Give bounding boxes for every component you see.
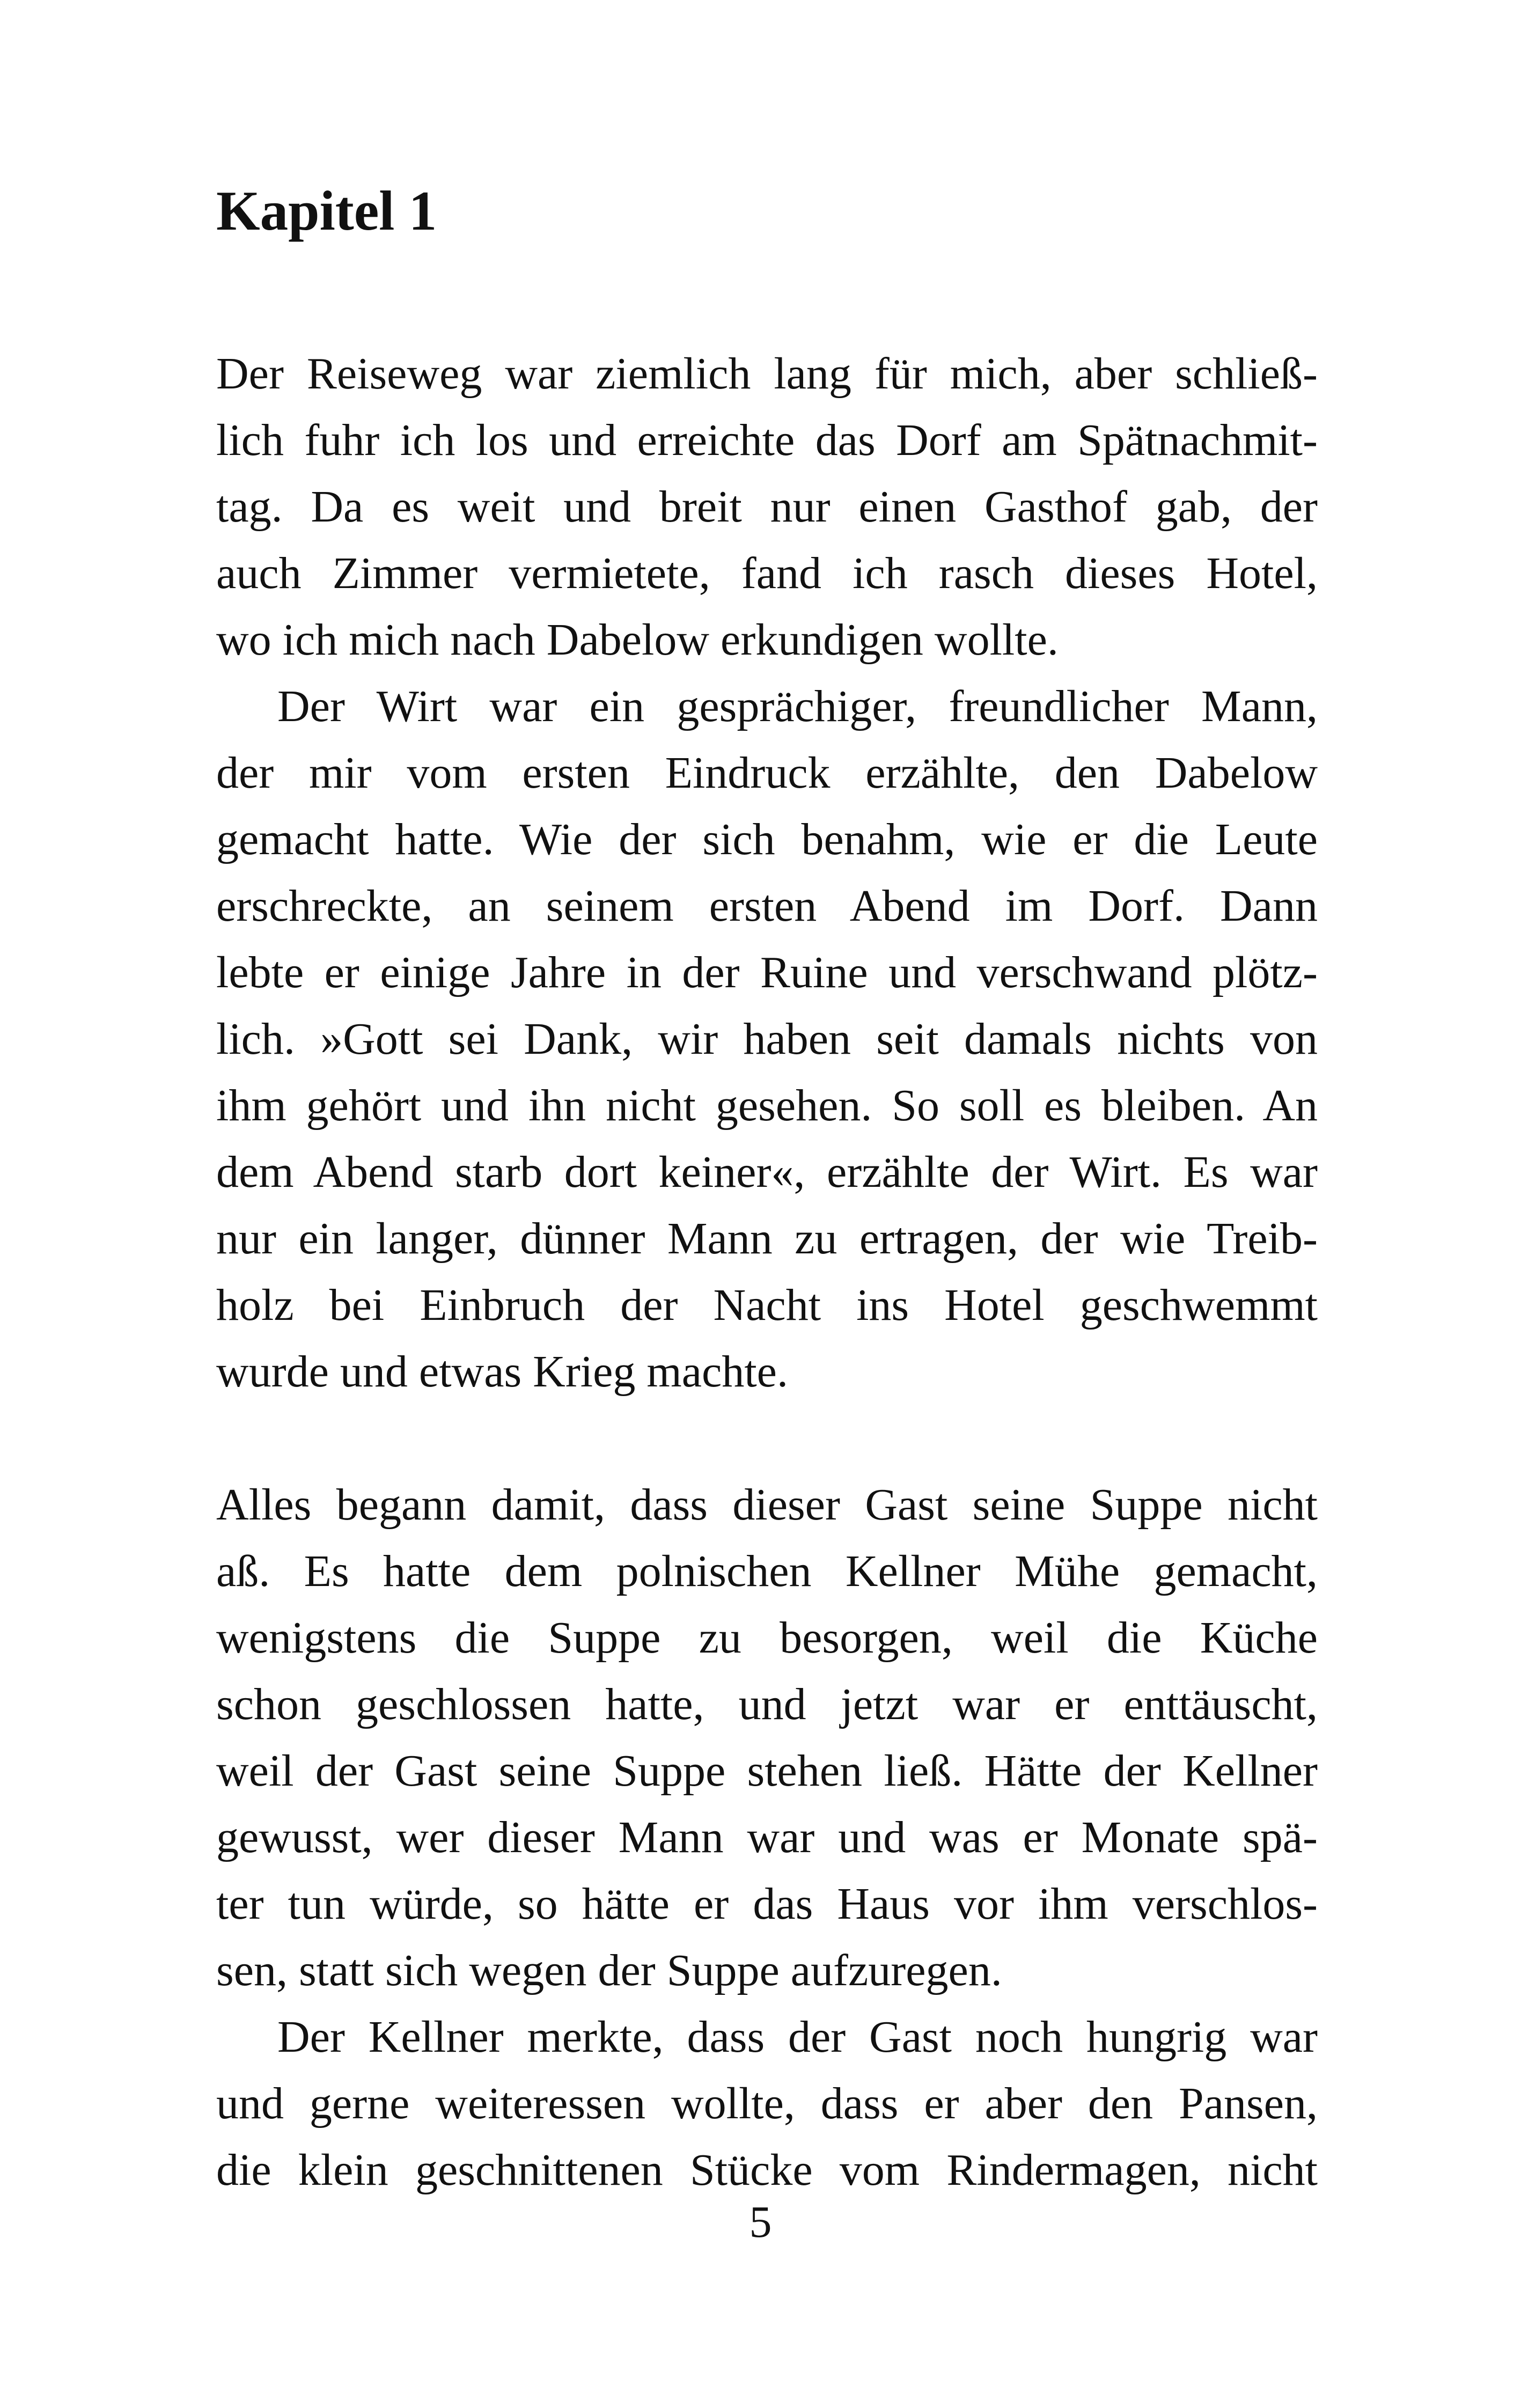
text-line: wenigstens die Suppe zu besorgen, weil die Küche xyxy=(216,1613,1318,1663)
text-line: sen, statt sich wegen der Suppe aufzuregen. xyxy=(216,1946,1002,1995)
text-line: ter tun würde, so hätte er das Haus vor ihm verschlos- xyxy=(216,1879,1318,1929)
text-line: und gerne weiteressen wollte, dass er aber den Pansen, xyxy=(216,2079,1318,2128)
text-line: lich. »Gott sei Dank, wir haben seit damals nichts von xyxy=(216,1014,1318,1064)
text-line: aß. Es hatte dem polnischen Kellner Mühe gemacht, xyxy=(216,1546,1318,1596)
text-line: wo ich mich nach Dabelow erkundigen wollte. xyxy=(216,615,1059,665)
section-break xyxy=(216,1405,1318,1472)
page-number: 5 xyxy=(749,2197,772,2247)
text-line: Der Wirt war ein gesprächiger, freundlicher Mann, xyxy=(277,681,1318,731)
text-line: holz bei Einbruch der Nacht ins Hotel geschwemmt xyxy=(216,1280,1318,1330)
text-line: der mir vom ersten Eindruck erzählte, den Dabelow xyxy=(216,748,1318,798)
paragraph xyxy=(216,1472,1318,2004)
text-line: tag. Da es weit und breit nur einen Gasthof gab, der xyxy=(216,482,1318,532)
paragraph xyxy=(216,673,1318,1405)
paragraph xyxy=(216,2004,1318,2204)
text-line: die klein geschnittenen Stücke vom Rindermagen, nicht xyxy=(216,2145,1318,2195)
text-line: Der Kellner merkte, dass der Gast noch hungrig war xyxy=(277,2012,1318,2062)
text-line: ihm gehört und ihn nicht gesehen. So soll es bleiben. An xyxy=(216,1081,1318,1130)
text-line: gemacht hatte. Wie der sich benahm, wie er die Leute xyxy=(216,814,1318,864)
text-line: lebte er einige Jahre in der Ruine und verschwand plötz- xyxy=(216,948,1318,997)
text-line: lich fuhr ich los und erreichte das Dorf am Spätnachmit- xyxy=(216,415,1318,465)
text-line: erschreckte, an seinem ersten Abend im Dorf. Dann xyxy=(216,881,1318,931)
paragraph xyxy=(216,341,1318,673)
text-line: schon geschlossen hatte, und jetzt war er enttäuscht, xyxy=(216,1679,1318,1729)
text-line: auch Zimmer vermietete, fand ich rasch dieses Hotel, xyxy=(216,548,1318,598)
text-line: dem Abend starb dort keiner«, erzählte der Wirt. Es war xyxy=(216,1147,1318,1197)
text-line: wurde und etwas Krieg machte. xyxy=(216,1347,788,1397)
text-line: Der Reiseweg war ziemlich lang für mich, aber schließ- xyxy=(216,349,1318,399)
body-text xyxy=(216,341,1318,2204)
text-line: weil der Gast seine Suppe stehen ließ. Hätte der Kellner xyxy=(216,1746,1318,1796)
text-line: gewusst, wer dieser Mann war und was er Monate spä- xyxy=(216,1812,1318,1862)
text-line: Alles begann damit, dass dieser Gast seine Suppe nicht xyxy=(216,1480,1318,1530)
chapter-title: Kapitel 1 xyxy=(216,179,437,242)
text-line: nur ein langer, dünner Mann zu ertragen, der wie Treib- xyxy=(216,1214,1318,1264)
